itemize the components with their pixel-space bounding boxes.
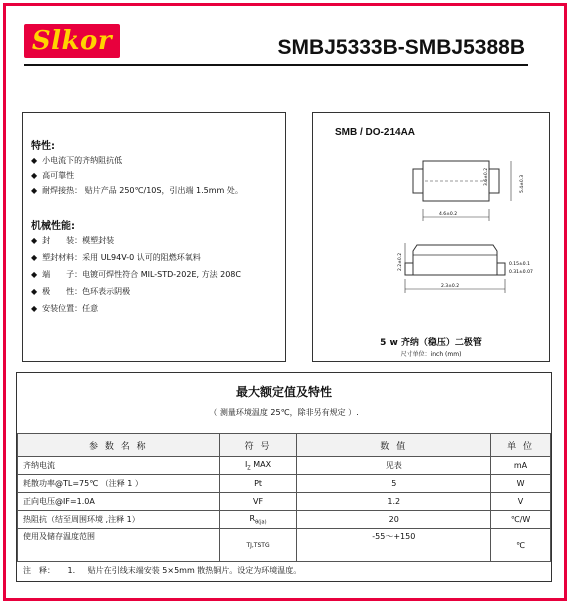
side-lead-right <box>497 263 505 275</box>
param-symbol: Pt <box>219 475 297 493</box>
param-unit: mA <box>491 457 551 475</box>
diamond-bullet-icon: ◆ <box>31 304 38 313</box>
package-title: SMB / DO-214AA <box>335 127 416 138</box>
dim-label: 5.4±0.3 <box>520 174 525 193</box>
param-symbol: TJ,TSTG <box>219 529 297 562</box>
col-header-param: 参 数 名 称 <box>18 434 220 457</box>
header-rule <box>24 64 528 66</box>
param-name: 耗散功率@TL=75℃ （注释 1 ） <box>18 475 220 493</box>
slkor-logo <box>24 24 120 58</box>
param-name: 使用及储存温度范围 <box>18 529 220 562</box>
param-value: 5 <box>297 475 491 493</box>
ratings-subtitle: （ 测量环境温度 25℃，除非另有规定 ）. <box>209 408 359 417</box>
side-lead-left <box>405 263 413 275</box>
note-text: 贴片在引线末端安装 5×5mm 散热铜片。设定为环境温度。 <box>87 566 302 575</box>
param-symbol: VF <box>219 493 297 511</box>
feature-item: ◆ 耐焊接热： 贴片产品 250℃/10S，引出端 1.5mm 处。 <box>31 186 243 195</box>
package-caption: 5 w 齐纳（稳压）二极管 <box>380 338 482 348</box>
note-label: 注 释： <box>23 566 55 575</box>
col-header-unit: 单 位 <box>491 434 551 457</box>
diamond-bullet-icon: ◆ <box>31 270 38 279</box>
dim-label: 0.15±0.1 <box>509 262 530 267</box>
ratings-table <box>17 433 551 562</box>
diamond-bullet-icon: ◆ <box>31 253 38 262</box>
col-header-symbol: 符 号 <box>219 434 297 457</box>
table-row <box>18 457 551 475</box>
lead-right <box>489 169 499 193</box>
param-name: 正向电压@IF=1.0A <box>18 493 220 511</box>
ratings-title: 最大额定值及特性 <box>235 385 332 399</box>
diamond-bullet-icon: ◆ <box>31 186 38 195</box>
param-unit: ℃/W <box>491 511 551 529</box>
mechanical-title: 机械性能: <box>31 221 75 232</box>
ratings-section <box>16 372 552 582</box>
logo-text: Slkor <box>31 26 113 56</box>
package-drawing <box>313 143 549 353</box>
col-header-value: 数 值 <box>297 434 491 457</box>
param-value: 见表 <box>297 457 491 475</box>
mechanical-item: ◆ 安装位置：任意 <box>31 304 99 313</box>
feature-item: ◆ 小电流下的齐纳阻抗低 <box>31 156 123 165</box>
table-row <box>18 529 551 562</box>
features-title: 特性: <box>31 141 55 152</box>
unit-note: 尺寸单位：inch (mm) <box>400 351 462 358</box>
mechanical-item: ◆ 封 装：模塑封装 <box>31 236 115 245</box>
param-name: 齐纳电流 <box>18 457 220 475</box>
diamond-bullet-icon: ◆ <box>31 287 38 296</box>
dim-label: 3.6±0.2 <box>484 167 489 186</box>
diamond-bullet-icon: ◆ <box>31 156 38 165</box>
param-unit: ℃ <box>491 529 551 562</box>
diamond-bullet-icon: ◆ <box>31 171 38 180</box>
dim-label: 0.31±0.07 <box>509 270 533 275</box>
param-symbol: $R_{\theta(ja)}$ <box>219 511 297 529</box>
param-unit: W <box>491 475 551 493</box>
dim-label: 2.2±0.2 <box>398 252 403 271</box>
param-name: 热阻抗（结至周围环境 ,注释 1） <box>18 511 220 529</box>
table-row <box>18 493 551 511</box>
param-value: 1.2 <box>297 493 491 511</box>
feature-item: ◆ 高可靠性 <box>31 171 75 180</box>
param-value: 20 <box>297 511 491 529</box>
note-number: 1. <box>67 566 76 575</box>
model-title: SMBJ5333B-SMBJ5388B <box>277 36 525 59</box>
dim-label: 4.6±0.2 <box>439 212 458 217</box>
mechanical-item: ◆ 端 子：电镀可焊性符合 MIL-STD-202E, 方法 208C <box>31 270 241 279</box>
lead-left <box>413 169 423 193</box>
features-panel <box>22 112 286 362</box>
package-panel <box>312 112 550 362</box>
param-symbol: $I_Z$ MAX <box>219 457 297 475</box>
dim-label: 2.3±0.2 <box>441 284 460 289</box>
table-header-row <box>18 434 551 457</box>
package-body-side <box>413 245 497 275</box>
table-note <box>23 565 311 576</box>
table-row <box>18 475 551 493</box>
mechanical-item: ◆ 极 性：色环表示阴极 <box>31 287 131 296</box>
param-unit: V <box>491 493 551 511</box>
mechanical-item: ◆ 塑封材料：采用 UL94V-0 认可的阻燃环氧料 <box>31 253 201 262</box>
diamond-bullet-icon: ◆ <box>31 236 38 245</box>
table-row <box>18 511 551 529</box>
param-value: -55～+150 <box>297 529 491 562</box>
